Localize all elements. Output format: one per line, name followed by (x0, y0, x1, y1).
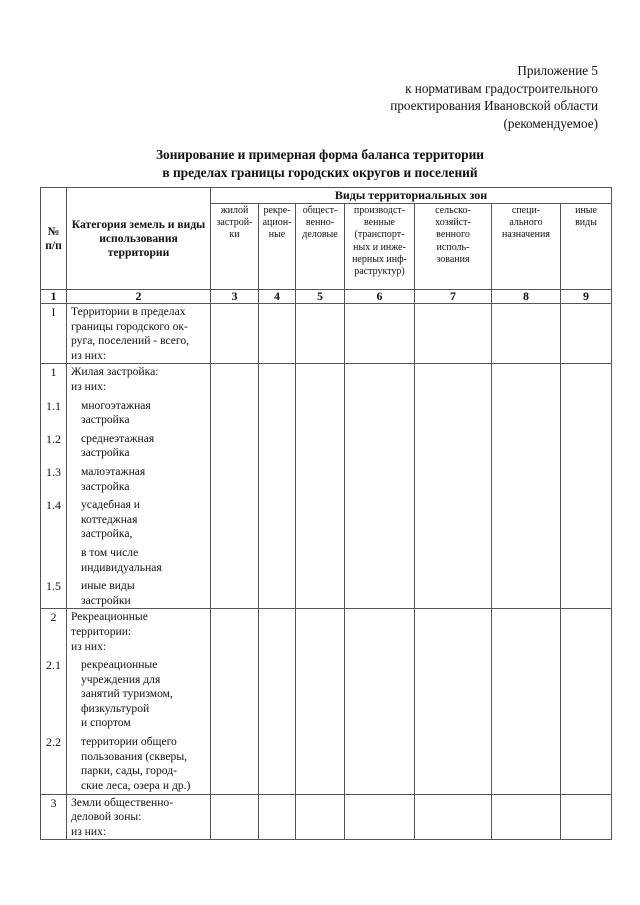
document-title (0, 146, 640, 181)
value-cell-col-7[interactable] (415, 364, 492, 609)
item-text-line: застройка (81, 413, 130, 427)
value-cell-col-9[interactable] (561, 364, 612, 609)
item-number: 2 (50, 610, 57, 625)
header-zone-line: иные (575, 205, 597, 216)
header-zone-line: исполь- (436, 241, 470, 253)
header-zone-3 (211, 204, 259, 290)
item-text-line: парки, сады, город- (81, 764, 177, 778)
table-row (41, 364, 612, 609)
appendix-line: к нормативам градостроительного (405, 80, 598, 96)
header-zone-line: венные (364, 217, 395, 229)
item-text-line: границы городского ок- (71, 319, 188, 333)
value-cell-col-6[interactable] (345, 304, 415, 364)
item-text-line: малоэтажная (81, 464, 146, 478)
item-text-line: рекреационные (81, 658, 158, 672)
item-text-line: Земли общественно- (71, 795, 174, 809)
table-row (41, 609, 612, 794)
row-category-cell (67, 304, 211, 364)
value-cell-col-8[interactable] (492, 364, 561, 609)
item-number: 2.1 (46, 658, 61, 673)
value-cell-col-3[interactable] (211, 609, 259, 794)
header-zone-line: (транспорт- (354, 229, 405, 241)
column-number-4: 4 (259, 290, 296, 304)
item-text-line: ские леса, озера и др.) (81, 778, 191, 792)
value-cell-col-4[interactable] (259, 304, 296, 364)
item-number: 1.4 (46, 498, 61, 513)
value-cell-col-9[interactable] (561, 794, 612, 840)
value-cell-col-8[interactable] (492, 794, 561, 840)
value-cell-col-7[interactable] (415, 609, 492, 794)
row-category-cell (67, 794, 211, 840)
value-cell-col-5[interactable] (296, 364, 345, 609)
header-zones-group: Виды территориальных зон (211, 188, 612, 204)
value-cell-col-3[interactable] (211, 364, 259, 609)
value-cell-col-9[interactable] (561, 304, 612, 364)
header-zone-line: жилой (220, 205, 249, 216)
header-zone-line: застрой- (216, 217, 253, 229)
header-zone-line: венного (436, 229, 470, 241)
header-zone-line: рекре- (263, 205, 291, 216)
item-text-line: и спортом (81, 716, 131, 730)
item-text-line: многоэтажная (81, 398, 151, 412)
header-zone-4 (259, 204, 296, 290)
column-number-8: 8 (492, 290, 561, 304)
item-text-line: территории: (71, 624, 132, 638)
header-number: № п/п (41, 188, 67, 290)
item-text-line: Территории в пределах (71, 305, 186, 318)
value-cell-col-4[interactable] (259, 364, 296, 609)
appendix-line: Приложение 5 (517, 63, 598, 78)
row-number-cell (41, 794, 67, 840)
header-zone-line: венно- (305, 217, 335, 229)
item-text-line: деловой зоны: (71, 810, 142, 824)
appendix-line: (рекомендуемое) (503, 115, 598, 131)
row-number-cell (41, 364, 67, 609)
value-cell-col-6[interactable] (345, 364, 415, 609)
header-zone-line: деловые (302, 229, 338, 241)
header-zone-line: специ- (511, 205, 541, 216)
header-zone-line: ального (509, 217, 543, 229)
column-number-5: 5 (296, 290, 345, 304)
header-zone-7 (415, 204, 492, 290)
value-cell-col-4[interactable] (259, 609, 296, 794)
item-text-line: застройка, (81, 527, 133, 541)
item-number: 3 (50, 795, 57, 810)
appendix-note (390, 62, 598, 132)
item-text-line: руга, поселений - всего, (71, 334, 190, 348)
item-number: 1 (50, 365, 57, 380)
item-text-line: застройка (81, 479, 130, 493)
value-cell-col-6[interactable] (345, 609, 415, 794)
header-zone-line: ных и инже- (353, 241, 406, 253)
column-number-7: 7 (415, 290, 492, 304)
value-cell-col-7[interactable] (415, 794, 492, 840)
value-cell-col-5[interactable] (296, 609, 345, 794)
column-number-1: 1 (41, 290, 67, 304)
value-cell-col-5[interactable] (296, 304, 345, 364)
row-number-cell (41, 609, 67, 794)
appendix-line: проектирования Ивановской области (390, 98, 598, 113)
header-zone-line: назначения (502, 229, 550, 241)
column-number-6: 6 (345, 290, 415, 304)
item-text-line: Жилая застройка: (71, 365, 159, 379)
item-text-line: из них: (71, 824, 107, 838)
column-number-2: 2 (67, 290, 211, 304)
header-zone-line: производст- (353, 205, 406, 216)
header-zone-9 (561, 204, 612, 290)
item-text-line: среднеэтажная (81, 431, 155, 445)
row-category-cell (67, 609, 211, 794)
row-category-cell (67, 364, 211, 609)
header-category: Категория земель и виды использования территории (67, 188, 211, 290)
header-zone-line: ки (229, 229, 240, 241)
item-text-line: застройки (81, 593, 131, 607)
territory-balance-table (40, 187, 612, 840)
item-text-line: пользования (скверы, (81, 749, 188, 763)
value-cell-col-4[interactable] (259, 794, 296, 840)
item-text-line: из них: (71, 639, 107, 653)
header-zone-line: хозяйст- (435, 217, 471, 229)
item-text-line: в том числе (81, 545, 139, 559)
item-number: 1.1 (46, 398, 61, 413)
column-number-9: 9 (561, 290, 612, 304)
item-number: 1.2 (46, 431, 61, 446)
header-zone-line: ацион- (262, 217, 292, 229)
item-number: I (51, 305, 56, 319)
value-cell-col-9[interactable] (561, 609, 612, 794)
item-text-line: учреждения для (81, 672, 161, 686)
value-cell-col-8[interactable] (492, 609, 561, 794)
header-zone-5 (296, 204, 345, 290)
item-text-line: из них: (71, 379, 107, 393)
item-number: 2.2 (46, 735, 61, 750)
item-text-line: из них: (71, 348, 107, 362)
header-zone-line: общест- (302, 205, 338, 216)
header-zone-line: зования (436, 253, 470, 265)
title-line-2: в пределах границы городских округов и поселений (162, 164, 478, 180)
item-text-line: коттеджная (81, 512, 138, 526)
row-number-cell (41, 304, 67, 364)
value-cell-col-3[interactable] (211, 304, 259, 364)
header-zone-line: раструктур) (354, 266, 405, 278)
table-row (41, 304, 612, 364)
value-cell-col-6[interactable] (345, 794, 415, 840)
title-line-1: Зонирование и примерная форма баланса территории (155, 147, 485, 162)
item-number: 1.5 (46, 579, 61, 594)
header-zone-8 (492, 204, 561, 290)
item-text-line: индивидуальная (81, 560, 162, 574)
item-text-line: иные виды (81, 579, 135, 593)
column-number-3: 3 (211, 290, 259, 304)
header-zone-line: сельско- (435, 205, 471, 216)
item-text-line: физкультурой (81, 701, 150, 715)
item-text-line: усадебная и (81, 498, 140, 512)
header-zone-line: ные (268, 229, 286, 241)
value-cell-col-3[interactable] (211, 794, 259, 840)
value-cell-col-5[interactable] (296, 794, 345, 840)
item-number: 1.3 (46, 464, 61, 479)
header-zone-line: нерных инф- (352, 253, 407, 265)
item-text-line: Рекреационные (71, 610, 148, 624)
item-text-line: занятий туризмом, (81, 687, 173, 701)
item-text-line: территории общего (81, 735, 177, 749)
value-cell-col-7[interactable] (415, 304, 492, 364)
table-row (41, 794, 612, 840)
value-cell-col-8[interactable] (492, 304, 561, 364)
header-zone-line: виды (575, 217, 597, 229)
item-text-line: застройка (81, 446, 130, 460)
header-zone-6 (345, 204, 415, 290)
